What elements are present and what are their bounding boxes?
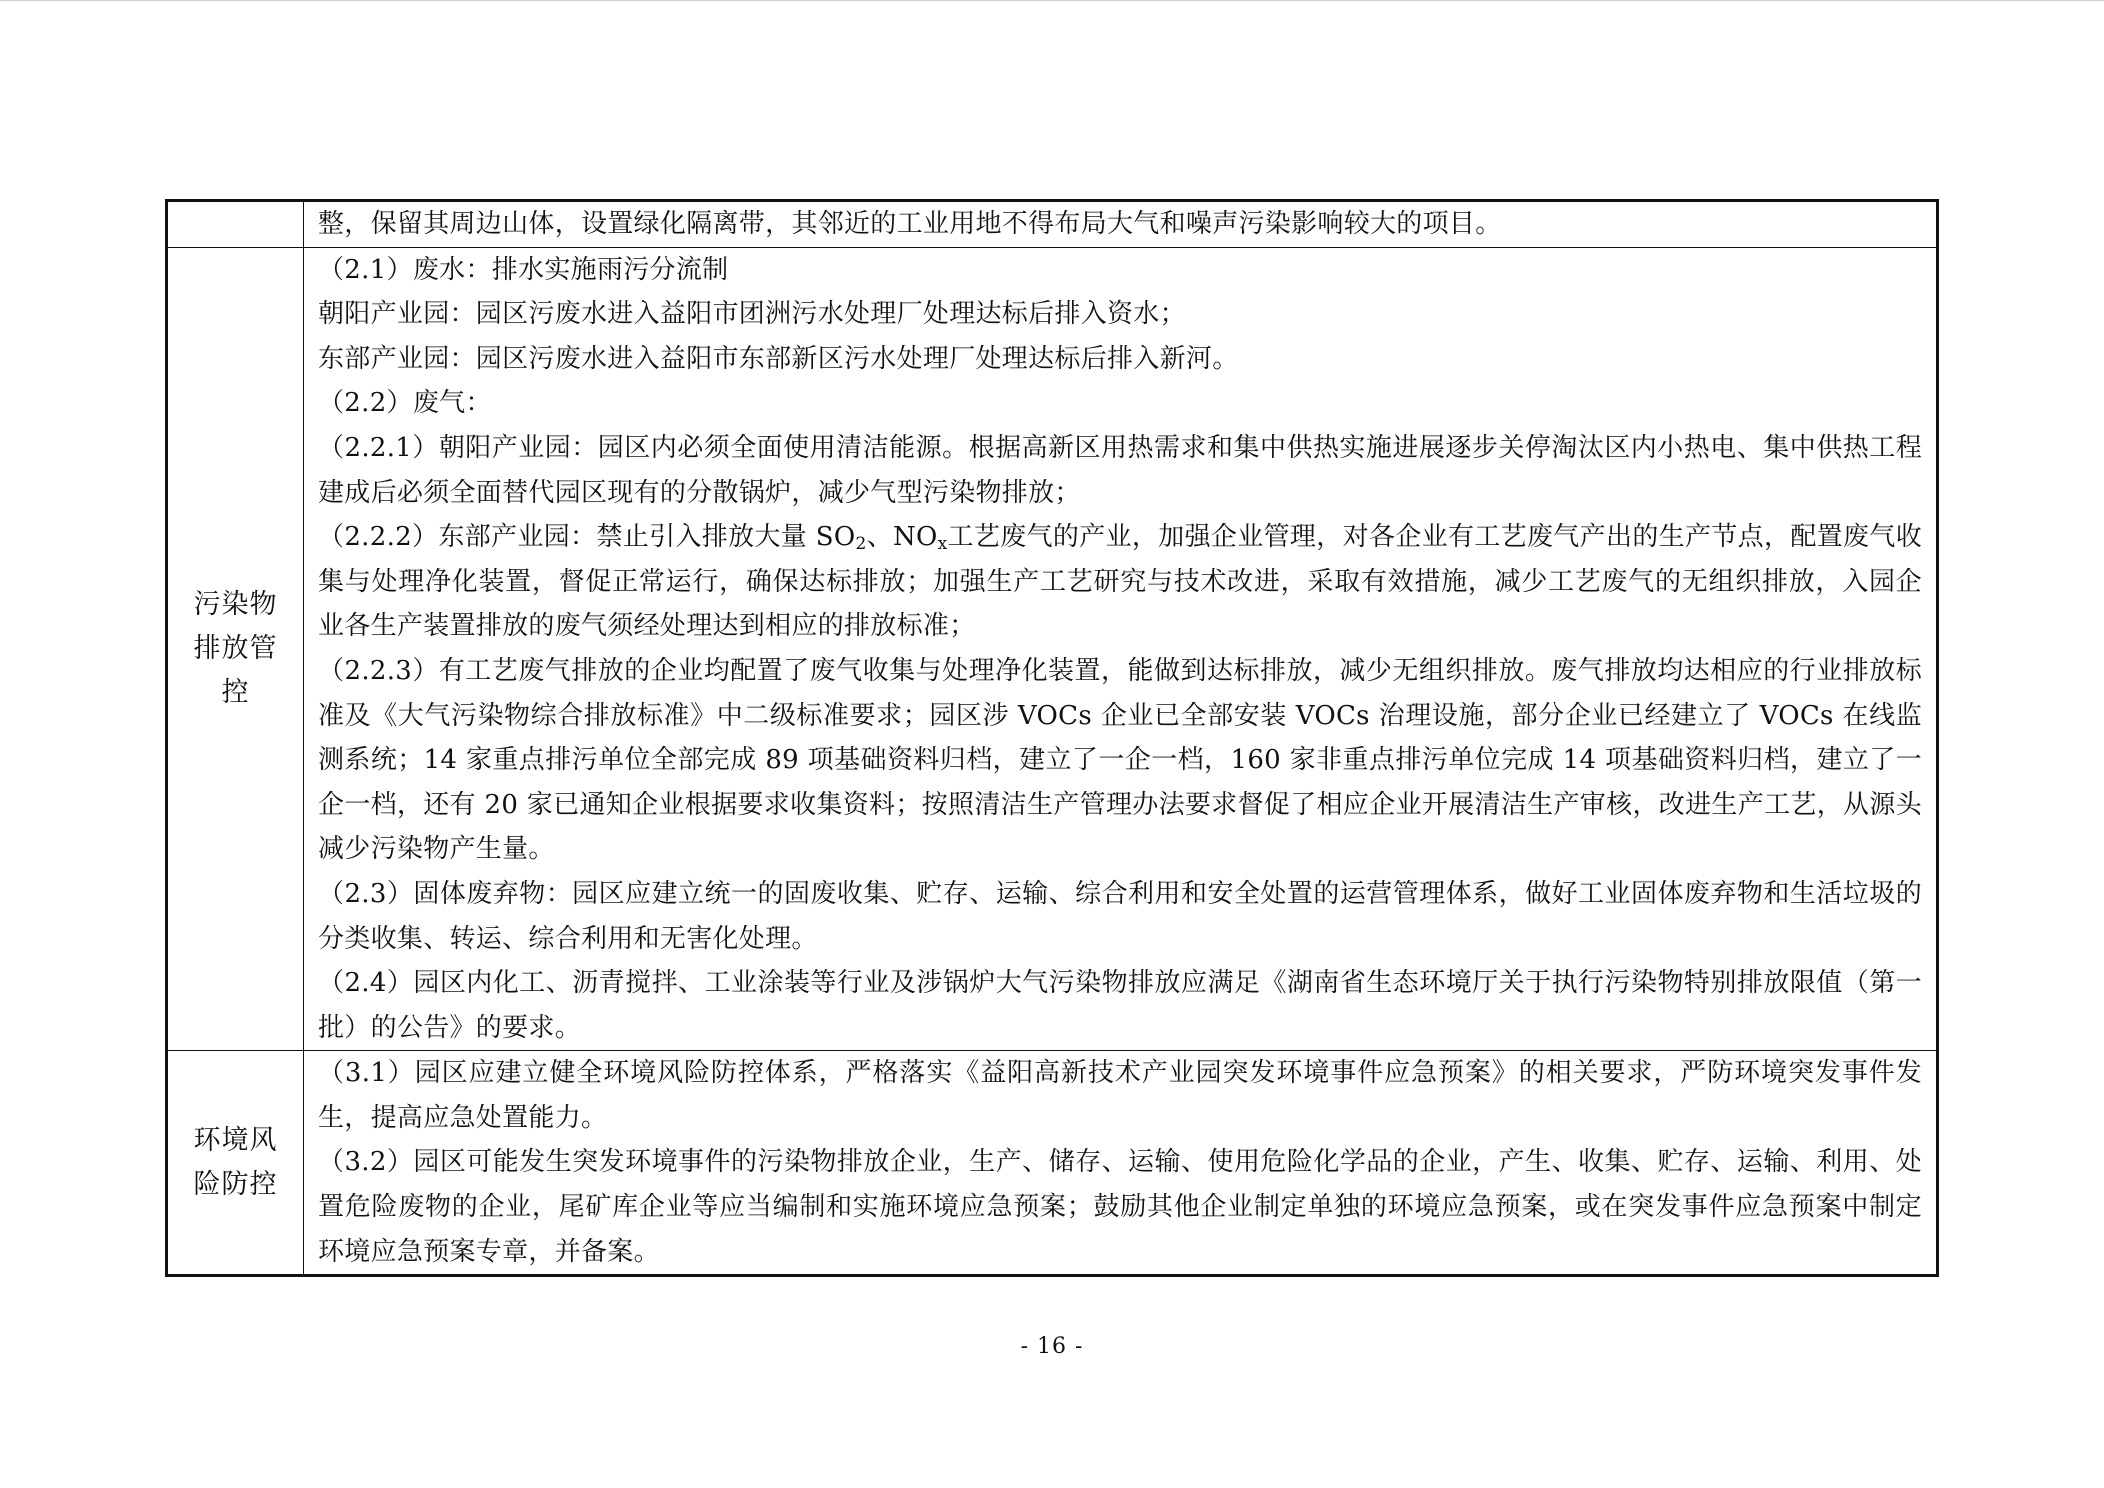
content-cell-pollution-control (304, 247, 1938, 1051)
nox-subscript: x (937, 534, 948, 555)
paragraph-2-2-3: （2.2.3）有工艺废气排放的企业均配置了废气收集与处理净化装置，能做到达标排放，减少无组织排放。废气排放均达相应的行业排放标准及《大气污染物综合排放标准》中二级标准要求；园区涉 VOCs 企业已全部安装 VOCs 治理设施，部分企业已经建立了 VOCs 在线监测系统；14 家重点排污单位全部完成 89 项基础资料归档，建立了一企一档，160 家非重点排污单位完成 14 项基础资料归档，建立了一企一档，还有 20 家已通知企业根据要求收集资料；按照清洁生产管理办法要求督促了相应企业开展清洁生产审核，改进生产工艺，从源头减少污染物产生量。 (318, 655, 1922, 865)
page-number: - 16 - (1020, 1334, 1084, 1359)
content-cell-risk-control (304, 1051, 1938, 1276)
category-label-line: 排放管 (193, 632, 278, 664)
category-label-line: 控 (221, 676, 250, 708)
continuation-text: 整，保留其周边山体，设置绿化隔离带，其邻近的工业用地不得布局大气和噪声污染影响较大的项目。 (318, 209, 1502, 239)
table-row-pollution-control (167, 247, 1938, 1051)
paragraph-2-2: （2.2）废气： (318, 388, 492, 419)
paragraph-2-2-2-text-c: 工艺废气的产业，加强企业管理，对各企业有工艺废气产出的生产节点，配置废气收集与处理净化装置，督促正常运行，确保达标排放；加强生产工艺研究与技术改进，采取有效措施，减少工艺废气的无组织排放，入园企业各生产装置排放的废气须经处理达到相应的排放标准； (318, 522, 1923, 642)
paragraph-2-2-2-text-a: （2.2.2）东部产业园：禁止引入排放大量 SO (318, 522, 856, 553)
category-cell-risk-control (167, 1051, 304, 1276)
category-cell-empty (167, 201, 304, 248)
category-label-line: 环境风 (193, 1124, 278, 1156)
paragraph-3-2: （3.2）园区可能发生突发环境事件的污染物排放企业，生产、储存、运输、使用危险化学品的企业，产生、收集、贮存、运输、利用、处置危险废物的企业，尾矿库企业等应当编制和实施环境应急预案；鼓励其他企业制定单独的环境应急预案，或在突发事件应急预案中制定环境应急预案专章，并备案。 (318, 1147, 1922, 1267)
category-label-line: 险防控 (193, 1168, 278, 1200)
paragraph-2-3: （2.3）固体废弃物：园区应建立统一的固废收集、贮存、运输、综合利用和安全处置的运营管理体系，做好工业固体废弃物和生活垃圾的分类收集、转运、综合利用和无害化处理。 (318, 878, 1922, 954)
paragraph-chaoyang-wastewater: 朝阳产业园：园区污废水进入益阳市团洲污水处理厂处理达标后排入资水； (318, 299, 1186, 330)
policy-table (165, 199, 1939, 1277)
paragraph-3-1: （3.1）园区应建立健全环境风险防控体系，严格落实《益阳高新技术产业园突发环境事件应急预案》的相关要求，严防环境突发事件发生，提高应急处置能力。 (318, 1058, 1922, 1133)
paragraph-2-2-2-text-b: 、NO (866, 522, 938, 553)
so2-subscript: 2 (855, 534, 867, 555)
page-top-edge (0, 0, 2104, 1)
paragraph-2-2-2 (318, 515, 1922, 649)
table-row-continuation (167, 201, 1938, 248)
paragraph-dongbu-wastewater: 东部产业园：园区污废水进入益阳市东部新区污水处理厂处理达标后排入新河。 (318, 343, 1239, 374)
table-row-risk-control (167, 1051, 1938, 1276)
paragraph-2-4: （2.4）园区内化工、沥青搅拌、工业涂装等行业及涉锅炉大气污染物排放应满足《湖南省生态环境厅关于执行污染物特别排放限值（第一批）的公告》的要求。 (318, 968, 1922, 1043)
category-label-line: 污染物 (193, 588, 278, 620)
paragraph-2-2-1: （2.2.1）朝阳产业园：园区内必须全面使用清洁能源。根据高新区用热需求和集中供热实施进展逐步关停淘汰区内小热电、集中供热工程建成后必须全面替代园区现有的分散锅炉，减少气型污染物排放； (318, 432, 1922, 508)
paragraph-2-1: （2.1）废水：排水实施雨污分流制 (318, 254, 729, 285)
category-cell-pollution-control (167, 247, 304, 1051)
content-cell-continuation (304, 201, 1938, 248)
